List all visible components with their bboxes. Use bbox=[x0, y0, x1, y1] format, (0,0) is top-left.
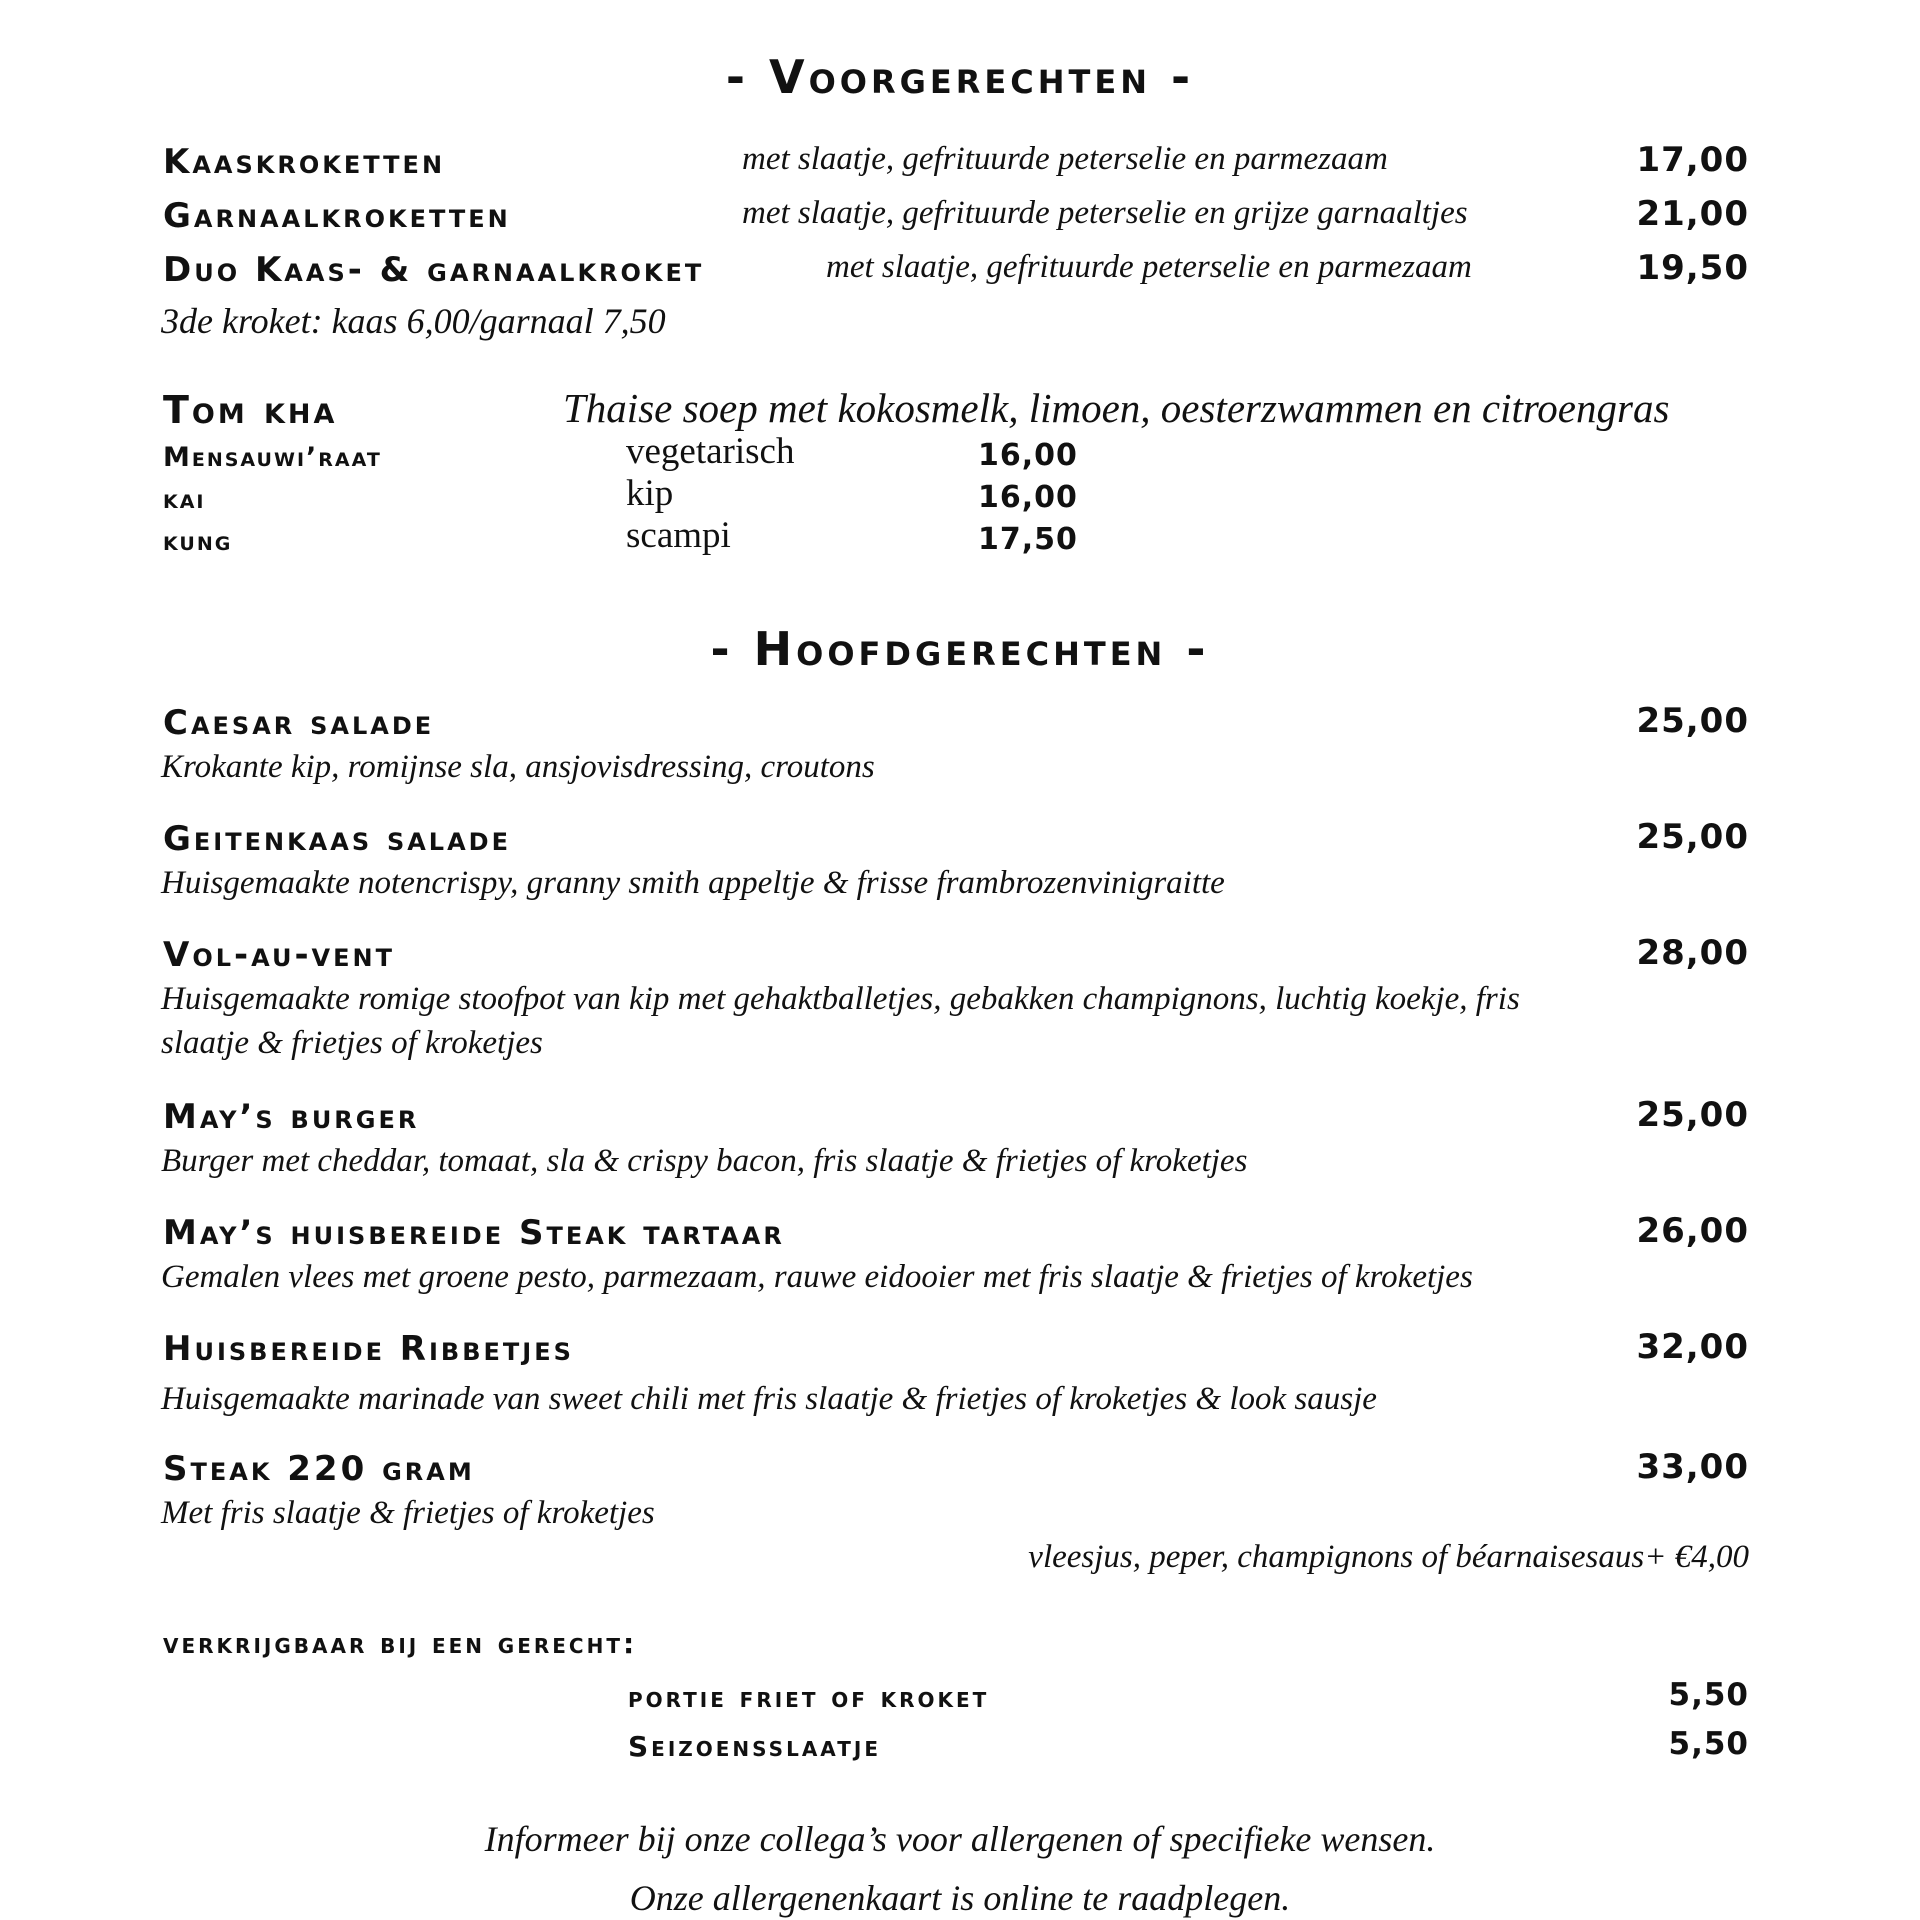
footer-allergen-online: Onze allergenenkaart is online te raadplegen. bbox=[629, 1878, 1291, 1918]
tomkha-variant-label: scampi bbox=[626, 515, 731, 556]
extra-price: 5,50 bbox=[1668, 1726, 1749, 1762]
main-desc: Huisgemaakte marinade van sweet chili met fris slaatje & frietjes of kroketjes & look sausje bbox=[161, 1381, 1377, 1417]
tomkha-variant-price: 16,00 bbox=[978, 480, 1078, 515]
main-price: 32,00 bbox=[1636, 1327, 1749, 1367]
extra-name: Seizoensslaatje bbox=[628, 1730, 881, 1763]
tomkha-variant-name: kung bbox=[163, 526, 233, 557]
footer-allergen-note: Informeer bij onze collega’s voor allergenen of specifieke wensen. bbox=[484, 1819, 1436, 1859]
main-name: May’s huisbereide Steak tartaar bbox=[163, 1213, 785, 1253]
tomkha-variant-label: kip bbox=[626, 473, 674, 514]
main-desc: Huisgemaakte notencrispy, granny smith appeltje & frisse frambrozenvinigraitte bbox=[161, 865, 1225, 901]
starter-desc: met slaatje, gefrituurde peterselie en grijze garnaaltjes bbox=[742, 195, 1468, 231]
starter-name: Duo Kaas- & garnaalkroket bbox=[163, 250, 705, 290]
main-desc: Gemalen vlees met groene pesto, parmezaam, rauwe eidooier met fris slaatje & frietjes of kroketjes bbox=[161, 1259, 1473, 1295]
starter-price: 19,50 bbox=[1636, 248, 1749, 288]
tomkha-variant-price: 17,50 bbox=[978, 522, 1078, 557]
main-name: Vol-au-vent bbox=[163, 935, 395, 975]
tomkha-name: Tom kha bbox=[163, 388, 338, 432]
starter-desc: met slaatje, gefrituurde peterselie en parmezaam bbox=[826, 249, 1472, 285]
starter-name: Kaaskroketten bbox=[163, 142, 446, 182]
main-price: 28,00 bbox=[1636, 933, 1749, 973]
main-price: 25,00 bbox=[1636, 817, 1749, 857]
mains-heading: - Hoofdgerechten - bbox=[710, 622, 1210, 676]
tomkha-variant-name: Mensauwi’raat bbox=[163, 442, 382, 473]
tomkha-desc: Thaise soep met kokosmelk, limoen, oesterzwammen en citroengras bbox=[563, 385, 1670, 431]
croquette-note: 3de kroket: kaas 6,00/garnaal 7,50 bbox=[161, 301, 666, 341]
main-desc: Krokante kip, romijnse sla, ansjovisdressing, croutons bbox=[161, 749, 875, 785]
main-name: May’s burger bbox=[163, 1097, 420, 1137]
starter-price: 21,00 bbox=[1636, 194, 1749, 234]
tomkha-variant-price: 16,00 bbox=[978, 438, 1078, 473]
main-price: 33,00 bbox=[1636, 1447, 1749, 1487]
main-desc: Met fris slaatje & frietjes of kroketjes bbox=[161, 1495, 655, 1531]
main-price: 26,00 bbox=[1636, 1211, 1749, 1251]
starters-heading: - Voorgerechten - bbox=[725, 50, 1195, 104]
main-name: Caesar salade bbox=[163, 703, 435, 743]
main-desc: Huisgemaakte romige stoofpot van kip met gehaktballetjes, gebakken champignons, luchtig koekje, fris bbox=[161, 981, 1520, 1017]
main-price: 25,00 bbox=[1636, 701, 1749, 741]
main-name: Steak 220 gram bbox=[163, 1449, 475, 1489]
main-name: Geitenkaas salade bbox=[163, 819, 511, 859]
tomkha-variant-name: kai bbox=[163, 484, 206, 515]
extras-heading: verkrijgbaar bij een gerecht: bbox=[163, 1627, 638, 1660]
extra-name: portie friet of kroket bbox=[628, 1681, 990, 1714]
starter-price: 17,00 bbox=[1636, 140, 1749, 180]
extra-price: 5,50 bbox=[1668, 1677, 1749, 1713]
starter-desc: met slaatje, gefrituurde peterselie en parmezaam bbox=[742, 141, 1388, 177]
main-price: 25,00 bbox=[1636, 1095, 1749, 1135]
sauce-note: vleesjus, peper, champignons of béarnaisesaus+ €4,00 bbox=[1028, 1539, 1749, 1575]
main-desc-continued: slaatje & frietjes of kroketjes bbox=[161, 1025, 543, 1061]
starter-name: Garnaalkroketten bbox=[163, 196, 511, 236]
tomkha-variant-label: vegetarisch bbox=[626, 431, 795, 472]
main-name: Huisbereide Ribbetjes bbox=[163, 1329, 574, 1369]
main-desc: Burger met cheddar, tomaat, sla & crispy bacon, fris slaatje & frietjes of kroketjes bbox=[161, 1143, 1248, 1179]
